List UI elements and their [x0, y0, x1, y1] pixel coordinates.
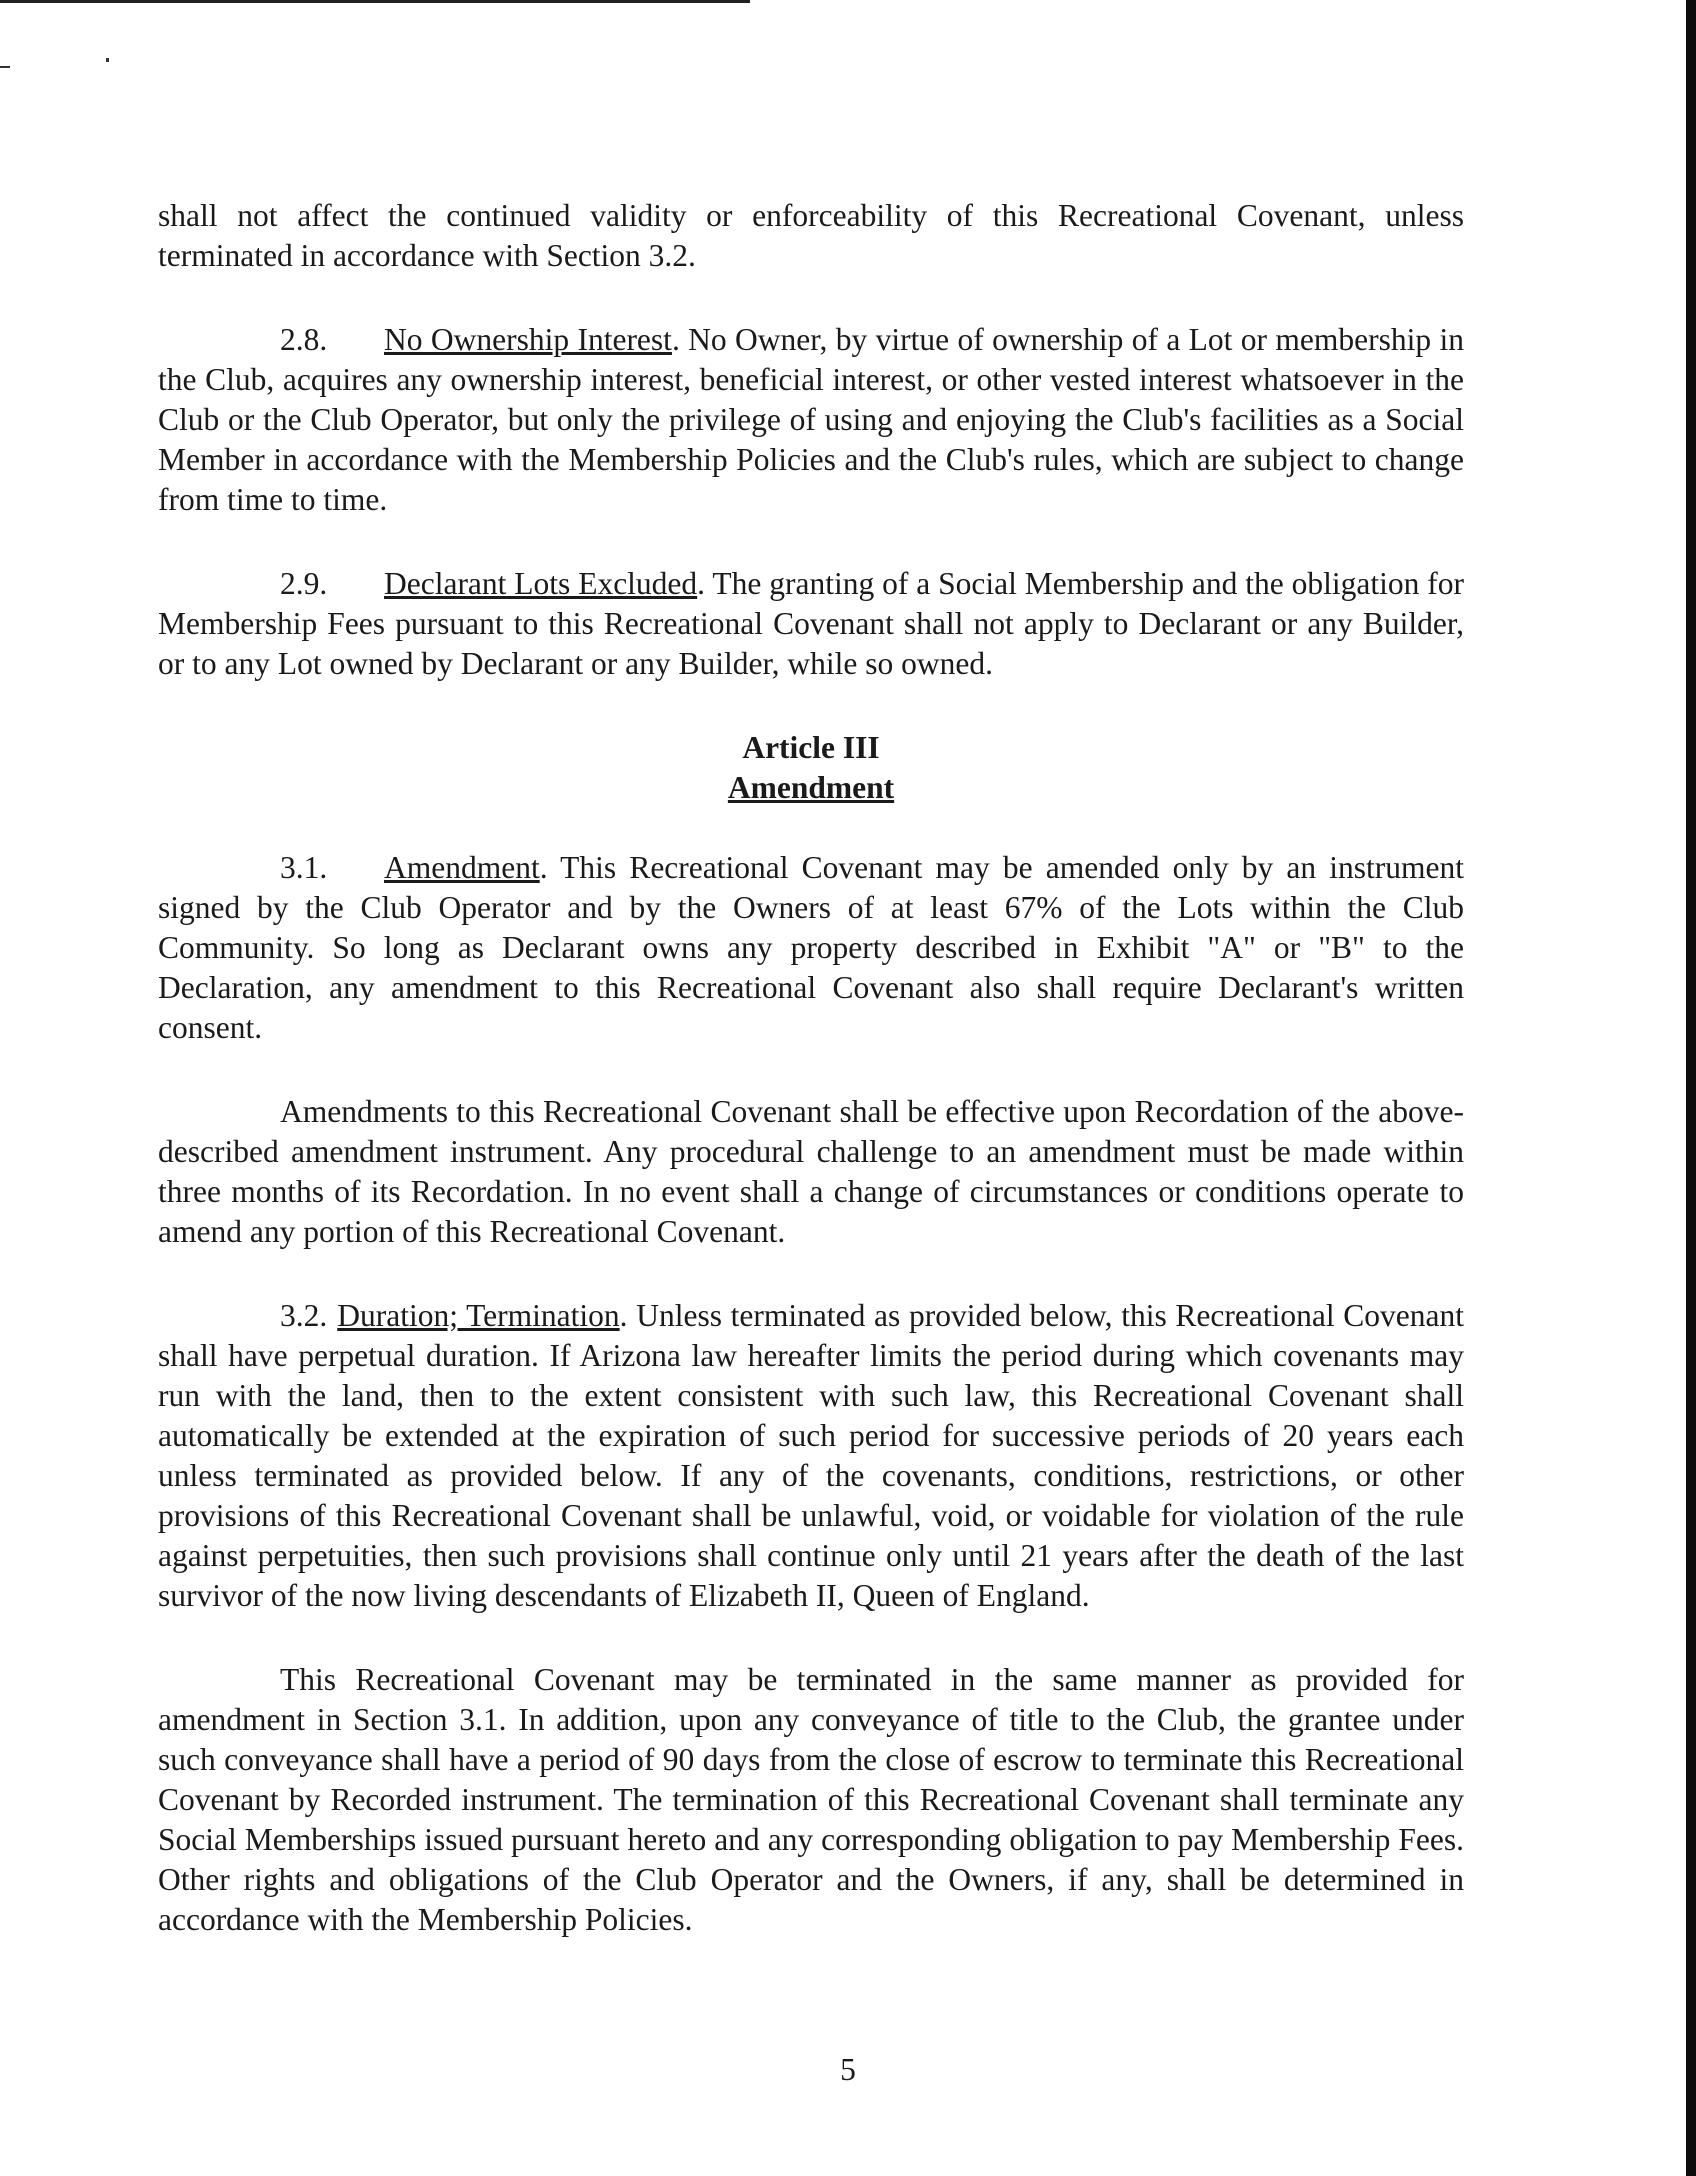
article-label: Article III [742, 730, 880, 765]
section-text: This Recreational Covenant may be amended only by an instrument signed by the Club Operator and by the Owners of at least 67% of the Lots within the Club Community. So long as Declarant owns any property described in Exhibit "A" or "B" to the Declaration, any amendment to this Recreational Covenant also shall require Declarant's written consent. [158, 850, 1464, 1045]
section-title: Amendment [384, 850, 540, 885]
section-3-1: 3.1. Amendment. This Recreational Covenant may be amended only by an instrument signed by the Club Operator and by the Owners of at least 67% of the Lots within the Club Community. So long as Declarant owns any property described in Exhibit "A" or "B" to the Declaration, any amendment to this Recreational Covenant also shall require Declarant's written consent. [158, 850, 1464, 1045]
section-number: 2.8. [280, 322, 328, 357]
paragraph-amendments: Amendments to this Recreational Covenant shall be effective upon Recordation of the above-described amendment instrument. Any procedural challenge to an amendment must be made within three months of its Recordation. In no event shall a change of circumstances or conditions operate to amend any portion of this Recreational Covenant. [158, 1094, 1464, 1249]
section-number: 3.2. [280, 1298, 328, 1333]
page-number: 5 [840, 2052, 856, 2087]
section-text: The granting of a Social Membership and the obligation for Membership Fees pursuant to this Recreational Covenant shall not apply to Declarant or any Builder, or to any Lot owned by Declarant or any Builder, while so owned. [158, 566, 1464, 681]
scan-right-border [1686, 0, 1696, 2176]
section-number: 3.1. [280, 850, 328, 885]
scan-speck [0, 66, 10, 68]
section-2-8: 2.8. No Ownership Interest. No Owner, by virtue of ownership of a Lot or membership in the Club, acquires any ownership interest, beneficial interest, or other vested interest whatsoever in the Club or the Club Operator, but only the privilege of using and enjoying the Club's facilities as a Social Member in accordance with the Membership Policies and the Club's rules, which are subject to change from time to time. [158, 322, 1464, 517]
article-heading [158, 728, 1464, 808]
section-title: Declarant Lots Excluded [384, 566, 698, 601]
section-2-9: 2.9. Declarant Lots Excluded. The granting of a Social Membership and the obligation for Membership Fees pursuant to this Recreational Covenant shall not apply to Declarant or any Builder, or to any Lot owned by Declarant or any Builder, while so owned. [158, 566, 1464, 681]
scan-top-border [0, 0, 750, 3]
section-3-2: 3.2. Duration; Termination. Unless terminated as provided below, this Recreational Covenant shall have perpetual duration. If Arizona law hereafter limits the period during which covenants may run with the land, then to the extent consistent with such law, this Recreational Covenant shall automatically be extended at the expiration of such period for successive periods of 20 years each unless terminated as provided below. If any of the covenants, conditions, restrictions, or other provisions of this Recreational Covenant shall be unlawful, void, or voidable for violation of the rule against perpetuities, then such provisions shall continue only until 21 years after the death of the last survivor of the now living descendants of Elizabeth II, Queen of England. [158, 1298, 1465, 1613]
document-page [158, 196, 1464, 1984]
section-number: 2.9. [280, 566, 328, 601]
paragraph-continuation: shall not affect the continued validity or enforceability of this Recreational Covenant, unless terminated in accordance with Section 3.2. [158, 198, 1464, 273]
section-text: Unless terminated as provided below, this Recreational Covenant shall have perpetual duration. If Arizona law hereafter limits the period during which covenants may run with the land, then to the extent consistent with such law, this Recreational Covenant shall automatically be extended at the expiration of such period for successive periods of 20 years each unless terminated as provided below. If any of the covenants, conditions, restrictions, or other provisions of this Recreational Covenant shall be unlawful, void, or voidable for violation of the rule against perpetuities, then such provisions shall continue only until 21 years after the death of the last survivor of the now living descendants of Elizabeth II, Queen of England. [158, 1298, 1465, 1613]
paragraph-termination: This Recreational Covenant may be terminated in the same manner as provided for amendment in Section 3.1. In addition, upon any conveyance of title to the Club, the grantee under such conveyance shall have a period of 90 days from the close of escrow to terminate this Recreational Covenant by Recorded instrument. The termination of this Recreational Covenant shall terminate any Social Memberships issued pursuant hereto and any corresponding obligation to pay Membership Fees. Other rights and obligations of the Club Operator and the Owners, if any, shall be determined in accordance with the Membership Policies. [158, 1662, 1464, 1937]
scan-speck [106, 58, 109, 62]
section-title: No Ownership Interest [384, 322, 672, 357]
article-title: Amendment [727, 770, 895, 805]
section-text: No Owner, by virtue of ownership of a Lot or membership in the Club, acquires any ownership interest, beneficial interest, or other vested interest whatsoever in the Club or the Club Operator, but only the privilege of using and enjoying the Club's facilities as a Social Member in accordance with the Membership Policies and the Club's rules, which are subject to change from time to time. [158, 322, 1464, 517]
section-title: Duration; Termination [337, 1298, 620, 1333]
